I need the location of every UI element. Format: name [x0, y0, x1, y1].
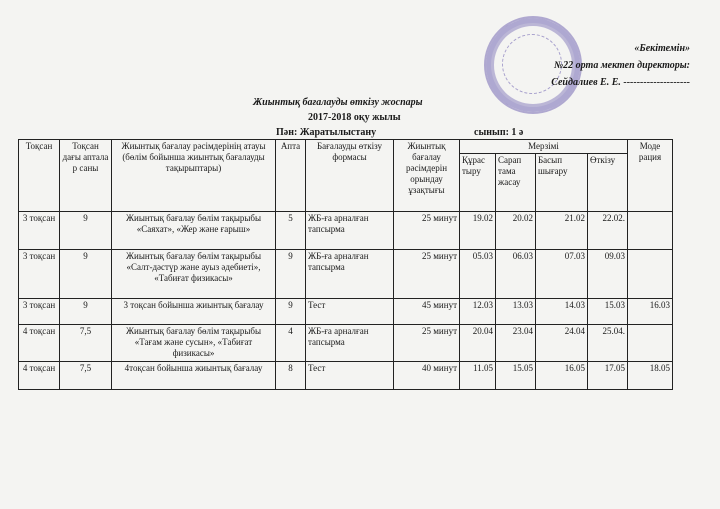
cell-form: ЖБ-ға арналған тапсырма	[306, 325, 394, 362]
assessment-plan-table	[18, 139, 673, 390]
academic-year: 2017-2018 оқу жылы	[308, 112, 401, 123]
cell-duration: 40 минут	[394, 362, 460, 390]
cell-name: Жиынтық бағалау бөлім тақырыбы «Саяхат», «Жер және ғарыш»	[112, 212, 276, 250]
cell-moderation: 16.03	[628, 299, 673, 325]
cell-compile: 12.03	[460, 299, 496, 325]
cell-conduct: 09.03	[588, 250, 628, 299]
cell-duration: 25 минут	[394, 250, 460, 299]
cell-print: 07.03	[536, 250, 588, 299]
cell-moderation: 18.05	[628, 362, 673, 390]
approval-director: №22 орта мектеп директоры:	[554, 60, 690, 71]
header-expertise: Сарап тама жасау	[496, 154, 536, 212]
subject-label: Пән: Жаратылыстану	[276, 127, 377, 138]
cell-weeks: 9	[60, 212, 112, 250]
header-duration: Жиынтық бағалау рәсімдерін орындау ұзақтығы	[394, 140, 460, 212]
header-quarter: Тоқсан	[19, 140, 60, 212]
grade-label: сынып: 1 ә	[474, 127, 524, 138]
subject-line	[0, 125, 720, 140]
cell-name: Жиынтық бағалау бөлім тақырыбы «Тағам және сусын», «Табиғат физикасы»	[112, 325, 276, 362]
header-moderation: Моде рация	[628, 140, 673, 212]
cell-expertise: 06.03	[496, 250, 536, 299]
cell-weeks: 9	[60, 299, 112, 325]
cell-expertise: 15.05	[496, 362, 536, 390]
header-row	[19, 140, 673, 154]
table-row	[19, 325, 673, 362]
cell-print: 16.05	[536, 362, 588, 390]
cell-week: 9	[276, 299, 306, 325]
table-row	[19, 362, 673, 390]
approval-title: «Бекітемін»	[634, 43, 690, 54]
cell-week: 9	[276, 250, 306, 299]
header-week: Апта	[276, 140, 306, 212]
header-conduct: Өткізу	[588, 154, 628, 212]
cell-conduct: 15.03	[588, 299, 628, 325]
cell-duration: 45 минут	[394, 299, 460, 325]
header-print: Басып шығару	[536, 154, 588, 212]
approval-signature: Сейдалиев Е. Е. --------------------	[551, 77, 690, 88]
cell-compile: 19.02	[460, 212, 496, 250]
table-row	[19, 250, 673, 299]
cell-form: ЖБ-ға арналған тапсырма	[306, 250, 394, 299]
cell-week: 4	[276, 325, 306, 362]
cell-form: Тест	[306, 299, 394, 325]
cell-name: 4тоқсан бойынша жиынтық бағалау	[112, 362, 276, 390]
cell-week: 8	[276, 362, 306, 390]
cell-compile: 11.05	[460, 362, 496, 390]
cell-weeks: 7,5	[60, 325, 112, 362]
cell-duration: 25 минут	[394, 212, 460, 250]
header-name: Жиынтық бағалау рәсімдерінің атауы (бөлім бойынша жиынтық бағалауды тақырыптары)	[112, 140, 276, 212]
header-form: Бағалауды өткізу формасы	[306, 140, 394, 212]
cell-duration: 25 минут	[394, 325, 460, 362]
cell-name: 3 тоқсан бойынша жиынтық бағалау	[112, 299, 276, 325]
cell-quarter: 3 тоқсан	[19, 212, 60, 250]
cell-quarter: 3 тоқсан	[19, 250, 60, 299]
cell-compile: 05.03	[460, 250, 496, 299]
cell-expertise: 23.04	[496, 325, 536, 362]
cell-week: 5	[276, 212, 306, 250]
cell-moderation	[628, 250, 673, 299]
cell-quarter: 3 тоқсан	[19, 299, 60, 325]
cell-quarter: 4 тоқсан	[19, 362, 60, 390]
cell-moderation	[628, 325, 673, 362]
cell-weeks: 7,5	[60, 362, 112, 390]
table-row	[19, 299, 673, 325]
cell-conduct: 22.02.	[588, 212, 628, 250]
table-row	[19, 212, 673, 250]
cell-moderation	[628, 212, 673, 250]
cell-weeks: 9	[60, 250, 112, 299]
header-weeks: Тоқсан дағы аптала р саны	[60, 140, 112, 212]
header-compile: Құрас тыру	[460, 154, 496, 212]
cell-name: Жиынтық бағалау бөлім тақырыбы «Салт-дәстүр және ауыз әдебиеті», «Табиғат физикасы»	[112, 250, 276, 299]
cell-print: 24.04	[536, 325, 588, 362]
cell-print: 14.03	[536, 299, 588, 325]
approval-block	[551, 40, 690, 91]
cell-form: ЖБ-ға арналған тапсырма	[306, 212, 394, 250]
cell-compile: 20.04	[460, 325, 496, 362]
cell-expertise: 13.03	[496, 299, 536, 325]
header-dates: Мерзімі	[460, 140, 628, 154]
document-title: Жиынтық бағалауды өткізу жоспары	[253, 97, 423, 108]
cell-print: 21.02	[536, 212, 588, 250]
cell-conduct: 17.05	[588, 362, 628, 390]
cell-form: Тест	[306, 362, 394, 390]
cell-conduct: 25.04.	[588, 325, 628, 362]
cell-quarter: 4 тоқсан	[19, 325, 60, 362]
cell-expertise: 20.02	[496, 212, 536, 250]
